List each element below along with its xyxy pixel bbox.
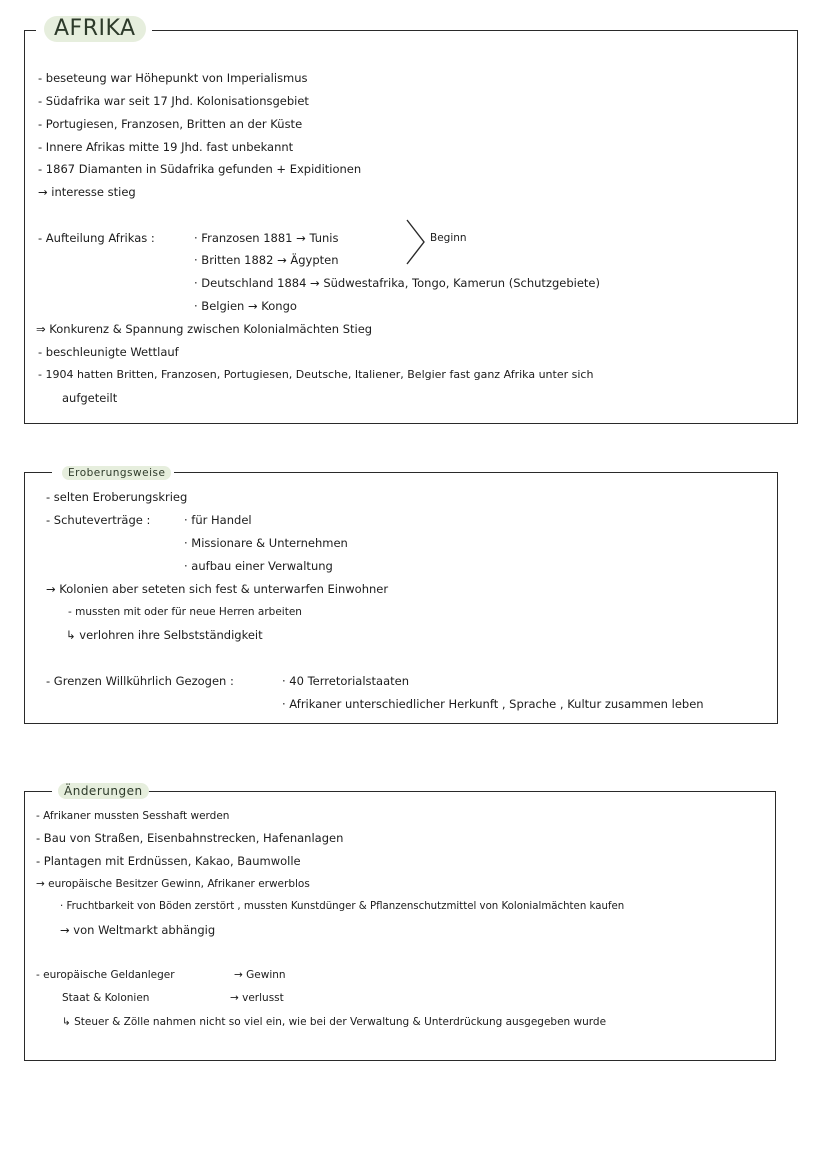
aenderungen-line-9: ↳ Steuer & Zölle nahmen nicht so viel ein, wie bei der Verwaltung & Unterdrückung ausgegeben wurde (62, 1016, 607, 1028)
beginn-label: Beginn (430, 232, 467, 244)
aenderungen-line-7: - europäische Geldanleger (36, 969, 175, 981)
eroberung-line-2: - Schuteverträge : (46, 513, 151, 527)
eroberung-line-3: → Kolonien aber seteten sich fest & unterwarfen Einwohner (46, 582, 389, 596)
eroberung-sub-1: · für Handel (184, 513, 252, 527)
afrika-line-1: - beseteung war Höhepunkt von Imperialismus (38, 71, 308, 85)
eroberung-line-1: - selten Eroberungskrieg (46, 490, 188, 504)
eroberung-line-5: ↳ verlohren ihre Selbstständigkeit (66, 628, 263, 642)
afrika-line-2: - Südafrika war seit 17 Jhd. Kolonisationsgebiet (38, 94, 309, 108)
aenderungen-line-4: → europäische Besitzer Gewinn, Afrikaner erwerblos (36, 878, 310, 890)
afrika-line-8: - beschleunigte Wettlauf (38, 345, 179, 359)
aenderungen-line-6: → von Weltmarkt abhängig (60, 923, 216, 937)
afrika-line-10: aufgeteilt (62, 391, 118, 405)
eroberung-sub-5: · Afrikaner unterschiedlicher Herkunft , Sprache , Kultur zusammen leben (282, 697, 704, 711)
aenderungen-line-8: Staat & Kolonien (62, 992, 150, 1004)
aufteilung-item-3: · Deutschland 1884 → Südwestafrika, Tongo, Kamerun (Schutzgebiete) (194, 276, 600, 290)
aenderungen-line-3: - Plantagen mit Erdnüssen, Kakao, Baumwolle (36, 854, 301, 868)
aufteilung-label: - Aufteilung Afrikas : (38, 231, 155, 245)
afrika-line-9: - 1904 hatten Britten, Franzosen, Portugiesen, Deutsche, Italiener, Belgier fast ganz Afrika unter sich (38, 368, 594, 381)
afrika-line-4: - Innere Afrikas mitte 19 Jhd. fast unbekannt (38, 140, 294, 154)
aenderungen-line-5: · Fruchtbarkeit von Böden zerstört , mussten Kunstdünger & Pflanzenschutzmittel von Kolonialmächten kaufen (60, 901, 625, 912)
aenderungen-line-1: - Afrikaner mussten Sesshaft werden (36, 810, 230, 822)
eroberung-line-6: - Grenzen Willkührlich Gezogen : (46, 674, 234, 688)
eroberung-title: Eroberungsweise (62, 466, 171, 480)
eroberung-line-4: - mussten mit oder für neue Herren arbeiten (68, 606, 302, 618)
aenderungen-title: Änderungen (58, 783, 149, 799)
afrika-line-5: - 1867 Diamanten in Südafrika gefunden + Expiditionen (38, 162, 362, 176)
eroberung-sub-2: · Missionare & Unternehmen (184, 536, 348, 550)
aenderungen-line-8b: → verlusst (230, 992, 284, 1004)
aenderungen-line-2: - Bau von Straßen, Eisenbahnstrecken, Hafenanlagen (36, 831, 344, 845)
aufteilung-item-1: · Franzosen 1881 → Tunis (194, 231, 339, 245)
eroberung-sub-3: · aufbau einer Verwaltung (184, 559, 333, 573)
aufteilung-item-4: · Belgien → Kongo (194, 299, 297, 313)
afrika-line-7: ⇒ Konkurenz & Spannung zwischen Kolonialmächten Stieg (36, 322, 373, 336)
beginn-brace-icon (404, 218, 428, 266)
aenderungen-line-7b: → Gewinn (234, 969, 286, 981)
afrika-line-3: - Portugiesen, Franzosen, Britten an der Küste (38, 117, 303, 131)
afrika-line-6: → interesse stieg (38, 185, 136, 199)
afrika-title: AFRIKA (44, 16, 146, 42)
eroberung-sub-4: · 40 Terretorialstaaten (282, 674, 409, 688)
aufteilung-item-2: · Britten 1882 → Ägypten (194, 253, 339, 267)
